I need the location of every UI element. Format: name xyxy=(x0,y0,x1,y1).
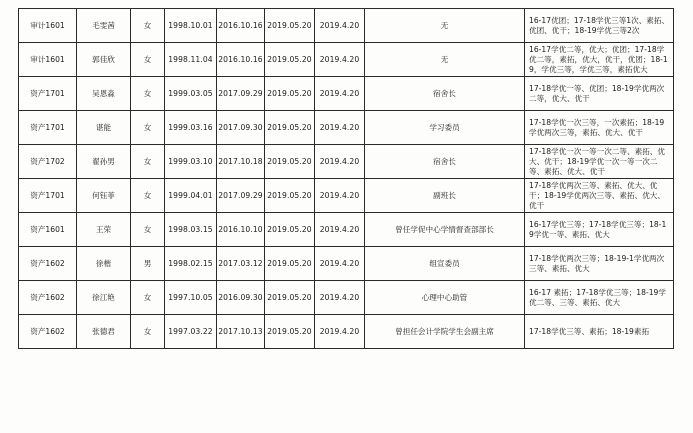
duty-cell: 学习委员 xyxy=(365,111,525,145)
table-row xyxy=(19,77,674,111)
table-row xyxy=(19,281,674,315)
gender-cell: 女 xyxy=(131,145,165,179)
gender-cell: 女 xyxy=(131,77,165,111)
class-cell: 资产1702 xyxy=(19,145,77,179)
table-row xyxy=(19,111,674,145)
date-cell-2: 2019.4.20 xyxy=(315,315,365,349)
join-date-cell: 2017.10.18 xyxy=(217,145,265,179)
gender-cell: 男 xyxy=(131,247,165,281)
date-cell-2: 2019.4.20 xyxy=(315,281,365,315)
name-cell: 王荣 xyxy=(77,213,131,247)
member-roster-table xyxy=(18,8,674,349)
date-cell-1: 2019.05.20 xyxy=(265,213,315,247)
birth-date-cell: 1998.11.04 xyxy=(165,43,217,77)
date-cell-2: 2019.4.20 xyxy=(315,179,365,213)
class-cell: 资产1602 xyxy=(19,281,77,315)
name-cell: 何钰菲 xyxy=(77,179,131,213)
name-cell: 徐楷 xyxy=(77,247,131,281)
duty-cell: 曾担任会计学院学生会副主席 xyxy=(365,315,525,349)
date-cell-1: 2019.05.20 xyxy=(265,179,315,213)
join-date-cell: 2017.10.13 xyxy=(217,315,265,349)
name-cell: 郭佳欣 xyxy=(77,43,131,77)
table-row xyxy=(19,179,674,213)
class-cell: 资产1601 xyxy=(19,213,77,247)
date-cell-1: 2019.05.20 xyxy=(265,111,315,145)
gender-cell: 女 xyxy=(131,9,165,43)
join-date-cell: 2016.10.16 xyxy=(217,9,265,43)
date-cell-1: 2019.05.20 xyxy=(265,247,315,281)
birth-date-cell: 1999.03.05 xyxy=(165,77,217,111)
gender-cell: 女 xyxy=(131,281,165,315)
awards-cell: 17-18学优一次一等一次二等、素拓、优大、优干；18-19学优一次一等一次二等、素拓、优大、优干 xyxy=(525,145,674,179)
date-cell-2: 2019.4.20 xyxy=(315,111,365,145)
gender-cell: 女 xyxy=(131,43,165,77)
table-row xyxy=(19,247,674,281)
duty-cell: 组宣委员 xyxy=(365,247,525,281)
date-cell-2: 2019.4.20 xyxy=(315,77,365,111)
date-cell-2: 2019.4.20 xyxy=(315,43,365,77)
name-cell: 翟孙男 xyxy=(77,145,131,179)
duty-cell: 无 xyxy=(365,9,525,43)
duty-cell: 宿舍长 xyxy=(365,77,525,111)
date-cell-1: 2019.05.20 xyxy=(265,9,315,43)
duty-cell: 副班长 xyxy=(365,179,525,213)
awards-cell: 17-18学优两次三等、素拓、优大、优干；18-19学优两次三等、素拓、优大、优干 xyxy=(525,179,674,213)
class-cell: 审计1601 xyxy=(19,43,77,77)
awards-cell: 17-18学优一等、优团；18-19学优两次二等，优大、优干 xyxy=(525,77,674,111)
name-cell: 吴恩淼 xyxy=(77,77,131,111)
date-cell-2: 2019.4.20 xyxy=(315,247,365,281)
awards-cell: 17-18学优两次三等；18-19-1学优两次三等、素拓、优大 xyxy=(525,247,674,281)
table-row xyxy=(19,43,674,77)
date-cell-1: 2019.05.20 xyxy=(265,43,315,77)
join-date-cell: 2017.09.30 xyxy=(217,111,265,145)
duty-cell: 曾任学促中心学情督查部部长 xyxy=(365,213,525,247)
name-cell: 徐江艳 xyxy=(77,281,131,315)
date-cell-1: 2019.05.20 xyxy=(265,77,315,111)
birth-date-cell: 1999.03.16 xyxy=(165,111,217,145)
table-row xyxy=(19,145,674,179)
join-date-cell: 2016.10.16 xyxy=(217,43,265,77)
gender-cell: 女 xyxy=(131,111,165,145)
date-cell-1: 2019.05.20 xyxy=(265,315,315,349)
join-date-cell: 2017.03.12 xyxy=(217,247,265,281)
awards-cell: 16-17 素拓；17-18学优三等；18-19学优二等、三等、素拓、优大 xyxy=(525,281,674,315)
name-cell: 谌能 xyxy=(77,111,131,145)
duty-cell: 宿舍长 xyxy=(365,145,525,179)
gender-cell: 女 xyxy=(131,179,165,213)
gender-cell: 女 xyxy=(131,213,165,247)
table-row xyxy=(19,9,674,43)
join-date-cell: 2016.10.10 xyxy=(217,213,265,247)
awards-cell: 16-17学优二等，优大；优团；17-18学优二等，素拓，优大，优干，优团；18-19，学优三等，学优三等，素拓优大 xyxy=(525,43,674,77)
table-row xyxy=(19,315,674,349)
class-cell: 审计1601 xyxy=(19,9,77,43)
join-date-cell: 2016.09.30 xyxy=(217,281,265,315)
date-cell-2: 2019.4.20 xyxy=(315,145,365,179)
class-cell: 资产1701 xyxy=(19,179,77,213)
birth-date-cell: 1998.10.01 xyxy=(165,9,217,43)
birth-date-cell: 1999.04.01 xyxy=(165,179,217,213)
date-cell-2: 2019.4.20 xyxy=(315,213,365,247)
awards-cell: 17-18学优一次三等，一次素拓；18-19学优两次三等，素拓、优大、优干 xyxy=(525,111,674,145)
class-cell: 资产1701 xyxy=(19,111,77,145)
date-cell-2: 2019.4.20 xyxy=(315,9,365,43)
class-cell: 资产1701 xyxy=(19,77,77,111)
duty-cell: 心理中心助管 xyxy=(365,281,525,315)
date-cell-1: 2019.05.20 xyxy=(265,145,315,179)
awards-cell: 17-18学优三等、素拓；18-19素拓 xyxy=(525,315,674,349)
join-date-cell: 2017.09.29 xyxy=(217,77,265,111)
name-cell: 张德君 xyxy=(77,315,131,349)
class-cell: 资产1602 xyxy=(19,247,77,281)
birth-date-cell: 1997.03.22 xyxy=(165,315,217,349)
gender-cell: 女 xyxy=(131,315,165,349)
duty-cell: 无 xyxy=(365,43,525,77)
birth-date-cell: 1998.02.15 xyxy=(165,247,217,281)
awards-cell: 16-17优团；17-18学优三等1次、素拓、优团、优干；18-19学优三等2次 xyxy=(525,9,674,43)
date-cell-1: 2019.05.20 xyxy=(265,281,315,315)
table-row xyxy=(19,213,674,247)
awards-cell: 16-17学优三等；17-18学优三等；18-19学优一等、素拓、优大 xyxy=(525,213,674,247)
birth-date-cell: 1998.03.15 xyxy=(165,213,217,247)
class-cell: 资产1602 xyxy=(19,315,77,349)
birth-date-cell: 1999.03.10 xyxy=(165,145,217,179)
name-cell: 毛雯茜 xyxy=(77,9,131,43)
join-date-cell: 2017.09.29 xyxy=(217,179,265,213)
birth-date-cell: 1997.10.05 xyxy=(165,281,217,315)
